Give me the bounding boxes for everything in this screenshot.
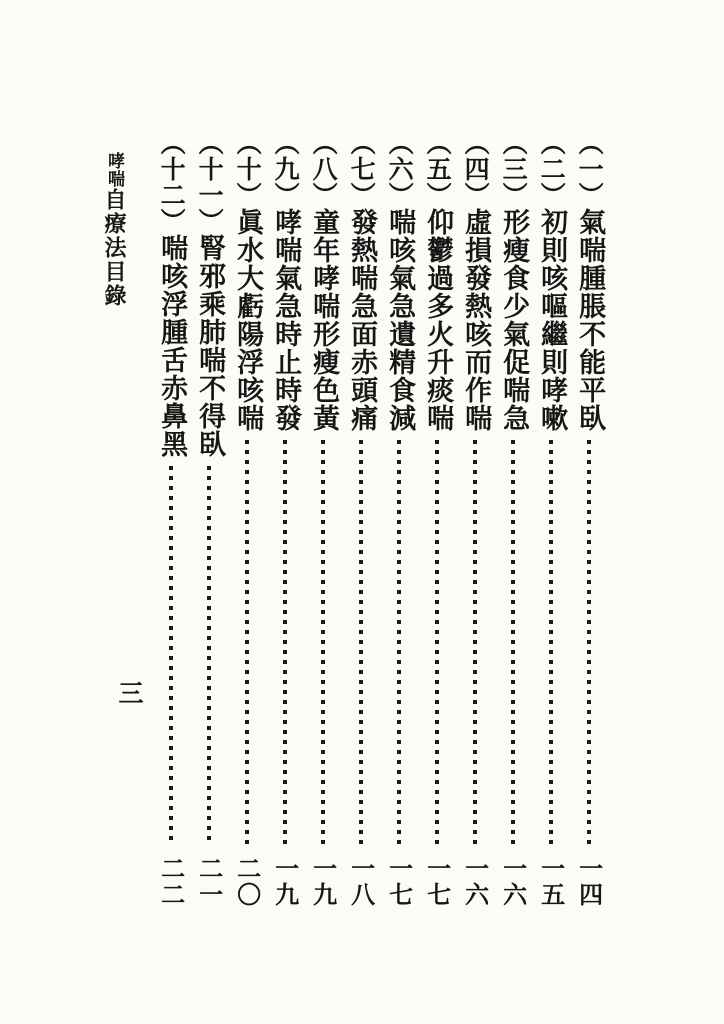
- entry-page-number: 二二: [156, 856, 186, 908]
- book-title: [103, 152, 125, 308]
- entry-number: （一）: [575, 130, 605, 208]
- entry-title: 哮喘氣急時止時發: [270, 208, 302, 432]
- entry-number: （三）: [499, 130, 529, 208]
- entry-title: 眞水大虧陽浮咳喘: [232, 208, 264, 432]
- entry-page-number: 一四: [574, 856, 604, 908]
- entry-heading: [232, 130, 264, 432]
- entry-heading: [270, 130, 302, 432]
- dot-leader: [169, 466, 173, 846]
- toc-list: [152, 130, 608, 908]
- dot-leader: [587, 440, 591, 846]
- dot-leader: [245, 440, 249, 846]
- entry-number: （十二）: [157, 130, 187, 234]
- toc-entry: [570, 130, 608, 908]
- dot-leader: [511, 440, 515, 846]
- dot-leader: [397, 440, 401, 846]
- entry-heading: [422, 130, 454, 432]
- toc-entry: [380, 130, 418, 908]
- entry-title: 形瘦食少氣促喘急: [498, 208, 530, 432]
- entry-page-number: 一五: [536, 856, 566, 908]
- entry-heading: [384, 130, 416, 432]
- entry-title: 仰鬱過多火升痰喘: [422, 208, 454, 432]
- entry-number: （八）: [309, 130, 339, 208]
- entry-heading: [156, 130, 188, 458]
- dot-leader: [473, 440, 477, 846]
- entry-number: （九）: [271, 130, 301, 208]
- entry-page-number: 一七: [384, 856, 414, 908]
- entry-heading: [460, 130, 492, 432]
- dot-leader: [207, 466, 211, 846]
- toc-entry: [456, 130, 494, 908]
- dot-leader: [359, 440, 363, 846]
- toc-entry: [418, 130, 456, 908]
- entry-number: （十）: [233, 130, 263, 208]
- toc-entry: [228, 130, 266, 908]
- entry-page-number: 一八: [346, 856, 376, 908]
- entry-title: 氣喘腫脹不能平臥: [574, 208, 606, 432]
- toc-entry: [342, 130, 380, 908]
- entry-title: 喘咳浮腫舌赤鼻黑: [156, 234, 188, 458]
- toc-entry: [494, 130, 532, 908]
- entry-page-number: 二一: [194, 856, 224, 908]
- entry-number: （六）: [385, 130, 415, 208]
- toc-entry: [304, 130, 342, 908]
- entry-heading: [574, 130, 606, 432]
- entry-number: （四）: [461, 130, 491, 208]
- entry-page-number: 二〇: [232, 856, 262, 908]
- entry-page-number: 一九: [308, 856, 338, 908]
- entry-title: 初則咳嘔繼則哮嗽: [536, 208, 568, 432]
- entry-heading: [498, 130, 530, 432]
- folio-page-number: 三: [115, 680, 144, 705]
- entry-page-number: 一七: [422, 856, 452, 908]
- entry-number: （七）: [347, 130, 377, 208]
- entry-title: 童年哮喘形瘦色黃: [308, 208, 340, 432]
- entry-page-number: 一六: [460, 856, 490, 908]
- dot-leader: [321, 440, 325, 846]
- book-title-main: 自療法目錄: [101, 188, 127, 308]
- entry-title: 虛損發熱咳而作喘: [460, 208, 492, 432]
- entry-heading: [536, 130, 568, 432]
- entry-heading: [346, 130, 378, 432]
- dot-leader: [549, 440, 553, 846]
- entry-number: （五）: [423, 130, 453, 208]
- book-title-prefix: 哮喘: [104, 152, 124, 188]
- entry-number: （二）: [537, 130, 567, 208]
- toc-entry: [266, 130, 304, 908]
- entry-title: 腎邪乘肺喘不得臥: [194, 234, 226, 458]
- entry-page-number: 一六: [498, 856, 528, 908]
- entry-title: 發熱喘急面赤頭痛: [346, 208, 378, 432]
- toc-entry: [532, 130, 570, 908]
- entry-number: （十一）: [195, 130, 225, 234]
- entry-page-number: 一九: [270, 856, 300, 908]
- toc-entry: [152, 130, 190, 908]
- entry-heading: [194, 130, 226, 458]
- dot-leader: [435, 440, 439, 846]
- entry-heading: [308, 130, 340, 432]
- dot-leader: [283, 440, 287, 846]
- toc-entry: [190, 130, 228, 908]
- entry-title: 喘咳氣急遺精食減: [384, 208, 416, 432]
